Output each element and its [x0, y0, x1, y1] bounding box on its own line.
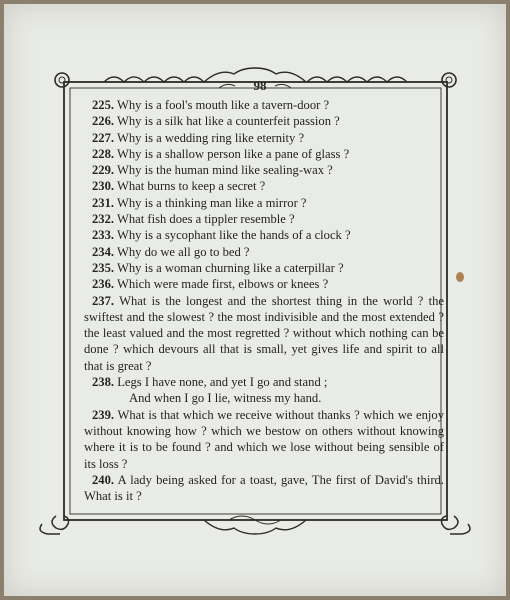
list-item: 226. Why is a silk hat like a counterfeit passion ?	[92, 114, 340, 129]
riddle-238: 238. Legs I have none, and yet I go and stand ; And when I go I lie, witness my hand.	[92, 375, 328, 406]
list-item: 230. What burns to keep a secret ?	[92, 179, 266, 194]
list-item: 233. Why is a sycophant like the hands of a clock ?	[92, 228, 351, 243]
list-item: 229. Why is the human mind like sealing-wax ?	[92, 163, 333, 178]
list-item: 234. Why do we all go to bed ?	[92, 244, 250, 259]
list-item: 227. Why is a wedding ring like eternity ?	[92, 130, 305, 145]
riddle-240: 240. A lady being asked for a toast, gave, The first of David's third. What is it ?	[84, 472, 444, 504]
list-item: 231. Why is a thinking man like a mirror ?	[92, 195, 307, 210]
riddle-237: 237. What is the longest and the shortest thing in the world ? the swiftest and the slowest ? the most indivisible and the most extended ? the least valued and the most regretted ? without which nothing can be done ? which devours all that is small, yet gives life and spirit to all that is great ?	[84, 293, 445, 373]
riddle-239: 239. What is that which we receive without thanks ? which we enjoy without knowing how ? which we bestow on others without knowing where it is to be found ? and which we lose without being sensible of its loss ?	[84, 407, 444, 471]
list-item: 236. Which were made first, elbows or knees ?	[92, 277, 329, 292]
riddle-list	[84, 97, 444, 504]
list-item: 228. Why is a shallow person like a pane of glass ?	[92, 146, 350, 161]
list-item: 235. Why is a woman churning like a caterpillar ?	[92, 260, 344, 275]
list-item: 225. Why is a fool's mouth like a tavern-door ?	[92, 98, 330, 112]
page-number: 98	[253, 78, 267, 93]
list-item: 232. What fish does a tippler resemble ?	[92, 212, 295, 227]
book-page	[4, 4, 506, 596]
